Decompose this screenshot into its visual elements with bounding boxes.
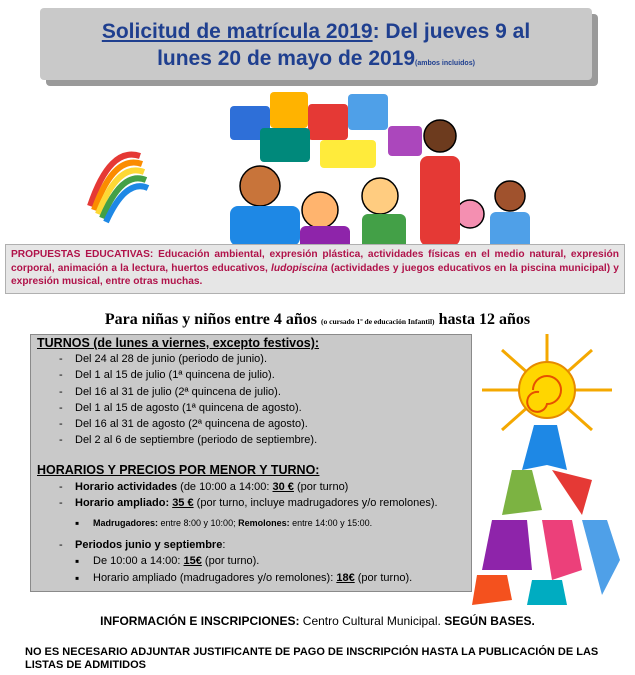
title-line-1 [40, 18, 592, 45]
horario-amp-end: (por turno, incluye madrugadores y/o remolones). [193, 496, 438, 509]
proposals-label: PROPUESTAS EDUCATIVAS: [11, 249, 154, 260]
periodos-end: : [222, 539, 226, 552]
periodo-1-end: (por turno). [201, 555, 260, 568]
turno-item: - Del 16 al 31 de agosto (2ª quincena de agosto). [59, 416, 471, 432]
turno-item: - Del 2 al 6 de septiembre (periodo de septiembre). [59, 432, 471, 448]
turnos-list [31, 351, 471, 448]
periodos-sublist [31, 553, 471, 585]
age-note: (o cursado 1º de educación Infantil) [321, 317, 435, 326]
title-main: Solicitud de matrícula 2019 [101, 20, 373, 43]
proposals-italic: ludopiscina [271, 262, 328, 274]
age-end: hasta 12 años [434, 311, 531, 328]
information-line [0, 614, 635, 628]
horario-act-price: 30 € [272, 480, 294, 493]
madrugadores-list [31, 515, 471, 531]
turno-item: - Del 16 al 31 de julio (2ª quincena de julio). [59, 384, 471, 400]
horario-amp-price: 35 € [172, 496, 194, 509]
title-banner [40, 8, 592, 80]
periodo-2-price: 18€ [336, 571, 355, 584]
horario-ampliado [59, 495, 471, 511]
info-bold-end: SEGÚN BASES. [444, 614, 535, 628]
madrugadores-time: entre 8:00 y 10:00; [158, 518, 239, 529]
payment-note: NO ES NECESARIO ADJUNTAR JUSTIFICANTE DE PAGO DE INSCRIPCIÓN HASTA LA PUBLICACIÓN DE LAS LISTAS DE ADMITIDOS [25, 646, 599, 671]
info-label: INFORMACIÓN E INSCRIPCIONES: [100, 614, 300, 628]
horario-actividades [59, 479, 471, 495]
educational-proposals-box [5, 244, 625, 294]
horario-act-label: Horario actividades [75, 480, 178, 493]
periodo-1 [75, 553, 471, 569]
periodo-1-text: De 10:00 a 14:00: [93, 555, 184, 568]
title-dates-start: : Del jueves 9 al [372, 20, 531, 43]
periodos-item [59, 537, 471, 553]
periodos-label: Periodos junio y septiembre [75, 539, 223, 552]
proposals-text-2: (actividades y juegos educativos en la piscina municipal) y expresión musical, entre otras muchas. [11, 262, 619, 287]
turno-item: - Del 1 al 15 de julio (1ª quincena de julio). [59, 367, 471, 383]
periodo-2-end: (por turno). [354, 571, 413, 584]
horario-amp-label: Horario ampliado: [75, 496, 173, 509]
remolones-time: entre 14:00 y 15:00. [289, 518, 373, 529]
horarios-list [31, 479, 471, 511]
schedule-box [30, 334, 472, 592]
turno-item: - Del 1 al 15 de agosto (1ª quincena de agosto). [59, 400, 471, 416]
madrugadores-label: Madrugadores: [93, 518, 159, 529]
horario-act-time: (de 10:00 a 14:00: [177, 480, 273, 493]
madrugadores-item [75, 515, 471, 531]
turno-item: - Del 24 al 28 de junio (periodo de junio). [59, 351, 471, 367]
turnos-title: TURNOS (de lunes a viernes, excepto festivos): [37, 336, 320, 350]
title-note: (ambos incluidos) [415, 60, 475, 67]
periodo-2 [75, 570, 471, 586]
title-line-2 [40, 45, 592, 77]
horarios-title: HORARIOS Y PRECIOS POR MENOR Y TURNO: [37, 463, 320, 478]
sun-tower-illustration [472, 330, 622, 605]
age-main: Para niñas y niños entre 4 años [104, 311, 322, 328]
info-text: Centro Cultural Municipal. [299, 614, 445, 628]
periodos-list [31, 537, 471, 553]
proposals-text-1: Educación ambiental, expresión plástica, actividades físicas en el medio natural, expresión corporal, animación a la lectura, huertos educativos, [11, 249, 620, 274]
title-dates-end: lunes 20 de mayo de 2019 [157, 47, 416, 70]
children-puzzle-illustration [80, 86, 540, 252]
periodo-2-text: Horario ampliado (madrugadores y/o remolones): [93, 571, 337, 584]
periodo-1-price: 15€ [183, 555, 202, 568]
age-range-line [0, 311, 635, 329]
horario-act-end: (por turno) [293, 480, 349, 493]
remolones-label: Remolones: [238, 518, 290, 529]
